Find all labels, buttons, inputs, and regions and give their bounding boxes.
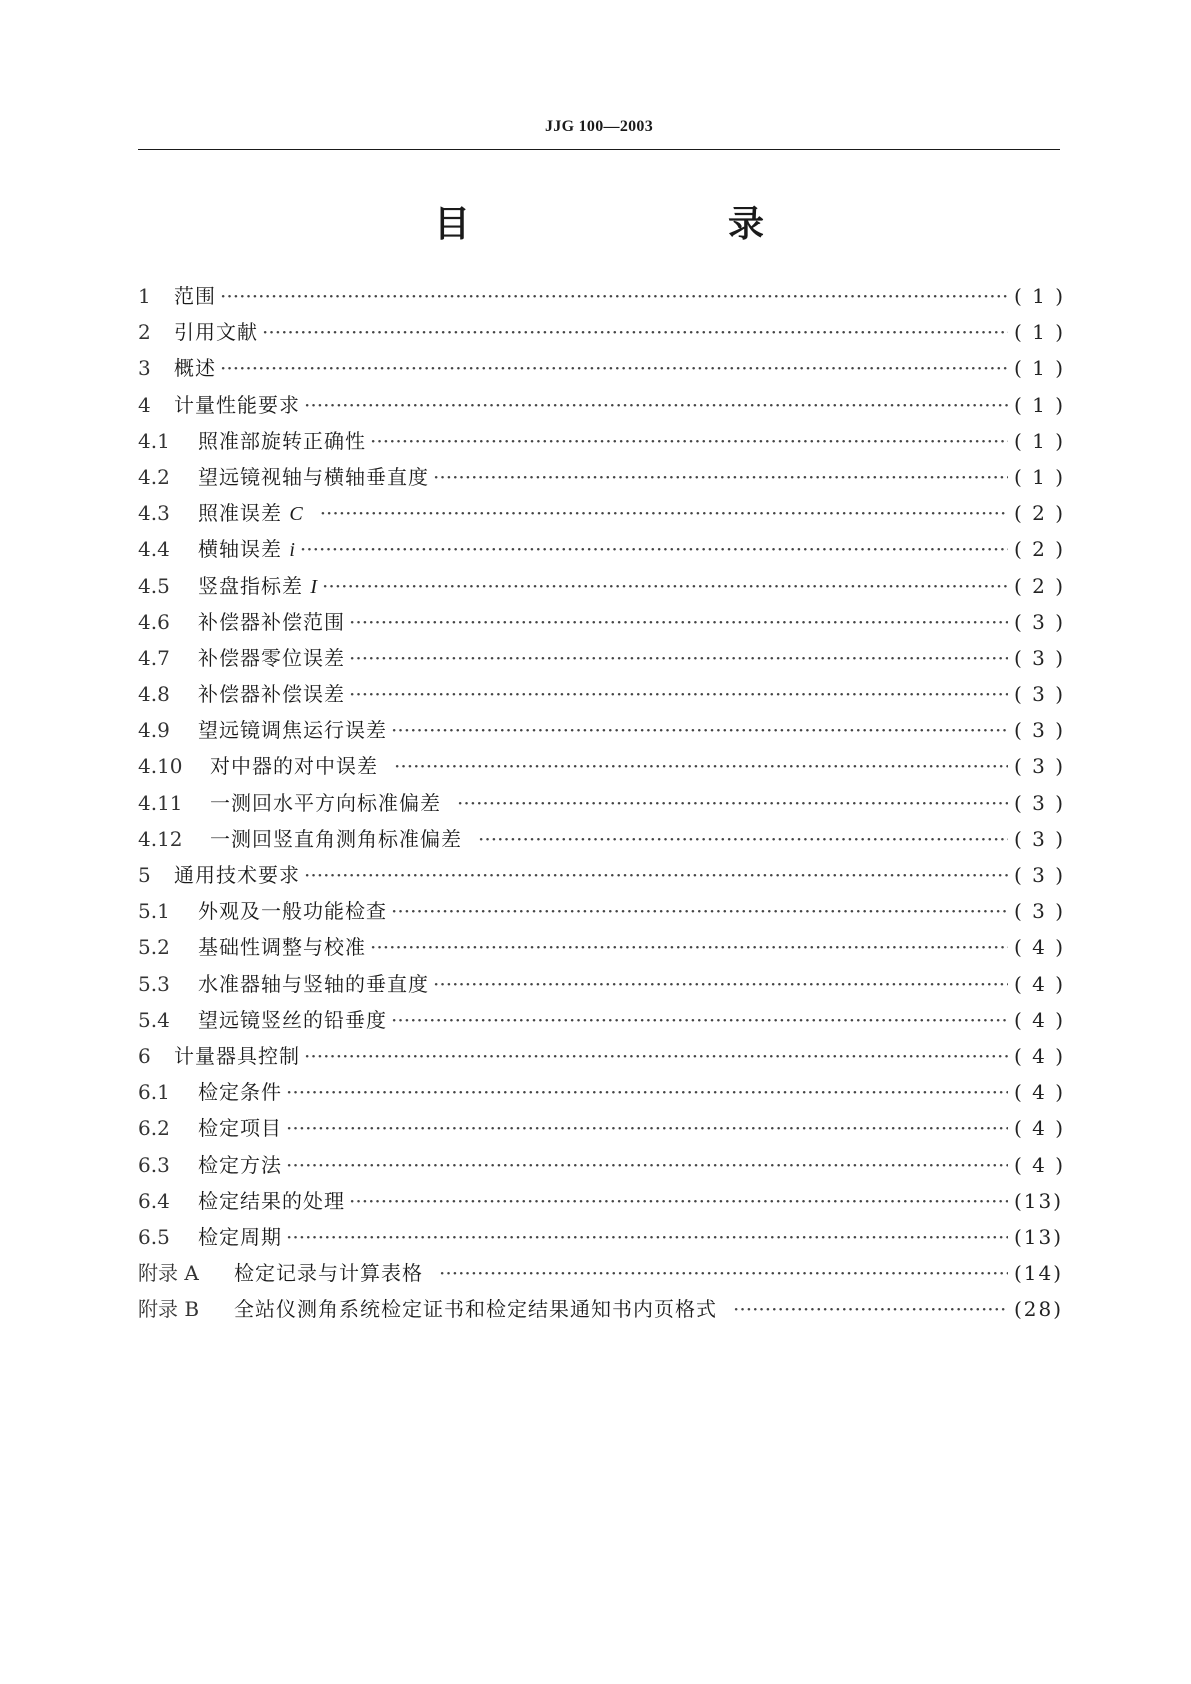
dot-leader — [733, 1297, 1008, 1321]
toc-entry[interactable] — [138, 1004, 1066, 1040]
toc-entry-number: 4.3 — [138, 501, 170, 526]
toc-entry-label: 望远镜视轴与横轴垂直度 — [198, 464, 429, 489]
dot-leader — [262, 320, 1008, 344]
toc-entry-label: 外观及一般功能检查 — [198, 899, 387, 924]
toc-entry-number: 4 — [138, 392, 151, 417]
toc-entry[interactable] — [138, 389, 1066, 425]
toc-entry-page: ( 1 ) — [1014, 392, 1066, 417]
toc-entry-number: 附录 A — [138, 1261, 199, 1286]
toc-entry-label — [198, 533, 296, 562]
toc-entry-label: 补偿器零位误差 — [198, 645, 345, 670]
toc-entry-label: 检定条件 — [198, 1080, 282, 1105]
dot-leader — [220, 284, 1008, 308]
dot-leader — [391, 899, 1008, 923]
dot-leader — [286, 1116, 1008, 1140]
toc-entry-number: 6.2 — [138, 1116, 170, 1141]
toc-entry-page: (13) — [1014, 1188, 1064, 1213]
toc-entry-label: 全站仪测角系统检定证书和检定结果通知书内页格式 — [234, 1297, 717, 1322]
dot-leader — [370, 429, 1008, 453]
dot-leader — [349, 682, 1008, 706]
toc-entry[interactable] — [138, 1293, 1064, 1329]
toc-entry-page: ( 4 ) — [1014, 971, 1066, 996]
dot-leader — [322, 574, 1008, 598]
toc-entry-label: 补偿器补偿误差 — [198, 682, 345, 707]
toc-entry-page: ( 3 ) — [1014, 682, 1066, 707]
toc-entry[interactable] — [138, 1112, 1066, 1148]
toc-entry-page: (13) — [1014, 1224, 1064, 1249]
toc-entry[interactable] — [138, 497, 1066, 533]
toc-entry-number: 6.3 — [138, 1152, 170, 1177]
toc-entry-label: 一测回竖直角测角标准偏差 — [210, 826, 462, 851]
symbol-capital-i: I — [310, 575, 319, 598]
toc-entry-label-text: 竖盘指标差 — [198, 573, 311, 598]
toc-entry-number: 4.10 — [138, 754, 183, 779]
toc-entry-page: ( 2 ) — [1014, 573, 1066, 598]
toc-entry-label: 水准器轴与竖轴的垂直度 — [198, 971, 429, 996]
toc-entry-number: 5.4 — [138, 1007, 170, 1032]
toc-entry-label: 检定方法 — [198, 1152, 282, 1177]
toc-entry-number: 6.4 — [138, 1188, 170, 1213]
dot-leader — [304, 1044, 1008, 1068]
toc-entry-label: 望远镜调焦运行误差 — [198, 718, 387, 743]
dot-leader — [478, 827, 1008, 851]
toc-entry-page: ( 3 ) — [1014, 754, 1066, 779]
toc-entry-label: 计量器具控制 — [174, 1043, 300, 1068]
toc-entry-number: 4.5 — [138, 573, 170, 598]
toc-entry-number: 5.2 — [138, 935, 170, 960]
dot-leader — [220, 356, 1008, 380]
toc-entry[interactable] — [138, 1185, 1064, 1221]
toc-entry-number: 4.12 — [138, 826, 183, 851]
toc-entry-label: 基础性调整与校准 — [198, 935, 366, 960]
toc-entry-page: ( 4 ) — [1014, 1043, 1066, 1068]
toc-entry-number: 5.3 — [138, 971, 170, 996]
toc-entry-number: 4.11 — [138, 790, 183, 815]
toc-entry[interactable] — [138, 1221, 1064, 1257]
dot-leader — [394, 754, 1008, 778]
symbol-i: i — [289, 539, 296, 562]
page-title: 目 录 — [433, 204, 826, 245]
toc-entry-page: ( 3 ) — [1014, 863, 1066, 887]
toc-entry-label: 照准部旋转正确性 — [198, 428, 366, 453]
toc-entry[interactable] — [138, 425, 1066, 461]
toc-entry-page: (14) — [1014, 1261, 1064, 1286]
toc-entry-page: ( 2 ) — [1014, 537, 1066, 562]
toc-entry[interactable] — [138, 895, 1066, 931]
dot-leader — [391, 718, 1008, 742]
toc-entry-number: 6.5 — [138, 1224, 170, 1249]
toc-entry[interactable] — [138, 280, 1066, 316]
dot-leader — [286, 1080, 1008, 1104]
toc-entry-label: 检定项目 — [198, 1116, 282, 1141]
dot-leader — [286, 1153, 1008, 1177]
toc-entry-number: 6.1 — [138, 1080, 170, 1105]
toc-entry-label — [198, 497, 304, 526]
toc-entry-number: 5.1 — [138, 899, 170, 924]
symbol-c: C — [289, 503, 304, 526]
toc-entry-page: ( 1 ) — [1014, 356, 1066, 381]
toc-entry-page: ( 4 ) — [1014, 1080, 1066, 1105]
toc-entry-page: ( 3 ) — [1014, 826, 1066, 851]
dot-leader — [457, 791, 1008, 815]
toc-entry-page: ( 3 ) — [1014, 645, 1066, 670]
toc-entry-page: ( 3 ) — [1014, 609, 1066, 634]
toc-entry-label: 检定周期 — [198, 1224, 282, 1249]
toc-entry[interactable] — [138, 461, 1066, 497]
toc-entry-number: 2 — [138, 320, 151, 345]
toc-entry-label — [198, 570, 318, 599]
toc-entry-number: 1 — [138, 284, 151, 308]
toc-entry-number: 5 — [138, 863, 151, 887]
toc-entry-label: 检定记录与计算表格 — [234, 1261, 423, 1286]
dot-leader — [439, 1261, 1008, 1285]
toc-entry-label: 对中器的对中误差 — [210, 754, 378, 779]
toc-entry-page: ( 4 ) — [1014, 1116, 1066, 1141]
toc-entry-page: ( 2 ) — [1014, 501, 1066, 526]
dot-leader — [433, 465, 1008, 489]
toc-entry[interactable] — [138, 1040, 1066, 1076]
toc-entry-label: 望远镜竖丝的铅垂度 — [198, 1007, 387, 1032]
toc-entry[interactable] — [138, 316, 1066, 352]
toc-entry-label: 范围 — [174, 284, 216, 308]
toc-entry-label: 引用文献 — [174, 320, 258, 345]
dot-leader — [433, 972, 1008, 996]
table-of-contents — [138, 280, 1066, 1329]
dot-leader — [349, 610, 1008, 634]
toc-entry-number: 4.1 — [138, 428, 170, 453]
toc-entry-page: ( 3 ) — [1014, 718, 1066, 743]
toc-entry-page: ( 1 ) — [1014, 428, 1066, 453]
dot-leader — [370, 935, 1008, 959]
toc-entry-label-text: 横轴误差 — [198, 537, 290, 562]
toc-entry[interactable] — [138, 606, 1066, 642]
toc-entry[interactable] — [138, 931, 1066, 967]
toc-entry-number: 3 — [138, 356, 151, 381]
header-rule — [138, 149, 1060, 150]
toc-entry-number: 4.7 — [138, 645, 170, 670]
toc-entry[interactable] — [138, 1149, 1066, 1185]
toc-entry-number: 4.8 — [138, 682, 170, 707]
document-code-header: JJG 100—2003 — [544, 118, 654, 135]
toc-entry-label: 一测回水平方向标准偏差 — [210, 790, 441, 815]
toc-entry-page: ( 3 ) — [1014, 790, 1066, 815]
toc-entry-number: 4.2 — [138, 464, 170, 489]
toc-entry[interactable] — [138, 750, 1066, 786]
dot-leader — [391, 1008, 1008, 1032]
toc-entry[interactable] — [138, 678, 1066, 714]
toc-entry[interactable] — [138, 968, 1066, 1004]
dot-leader — [349, 646, 1008, 670]
toc-entry-page: (28) — [1014, 1297, 1064, 1322]
toc-entry-number: 4.4 — [138, 537, 170, 562]
toc-entry[interactable] — [138, 533, 1066, 569]
toc-entry[interactable] — [138, 859, 1066, 895]
toc-entry-page: ( 3 ) — [1014, 899, 1066, 924]
toc-entry[interactable] — [138, 570, 1066, 606]
toc-entry-page: ( 1 ) — [1014, 464, 1066, 489]
toc-entry[interactable] — [138, 352, 1066, 388]
toc-entry-label: 计量性能要求 — [174, 392, 300, 417]
toc-entry-number: 附录 B — [138, 1297, 200, 1322]
dot-leader — [320, 501, 1008, 525]
toc-entry-page: ( 1 ) — [1014, 320, 1066, 345]
toc-entry-label: 检定结果的处理 — [198, 1188, 345, 1213]
toc-entry-number: 4.9 — [138, 718, 170, 743]
toc-entry[interactable] — [138, 823, 1066, 859]
toc-entry[interactable] — [138, 1076, 1066, 1112]
dot-leader — [300, 537, 1008, 561]
dot-leader — [304, 863, 1008, 887]
toc-entry-page: ( 4 ) — [1014, 1152, 1066, 1177]
toc-entry[interactable] — [138, 714, 1066, 750]
toc-entry-label-text: 照准误差 — [198, 501, 290, 526]
toc-entry-label: 补偿器补偿范围 — [198, 609, 345, 634]
toc-entry-label: 通用技术要求 — [174, 863, 300, 887]
toc-entry-label: 概述 — [174, 356, 216, 381]
toc-entry-number: 6 — [138, 1043, 151, 1068]
toc-entry-number: 4.6 — [138, 609, 170, 634]
toc-entry[interactable] — [138, 642, 1066, 678]
toc-entry[interactable] — [138, 1257, 1064, 1293]
toc-entry-page: ( 4 ) — [1014, 1007, 1066, 1032]
toc-entry-page: ( 1 ) — [1014, 284, 1066, 308]
toc-entry[interactable] — [138, 787, 1066, 823]
dot-leader — [286, 1225, 1008, 1249]
toc-entry-page: ( 4 ) — [1014, 935, 1066, 960]
dot-leader — [349, 1189, 1008, 1213]
dot-leader — [304, 393, 1008, 417]
